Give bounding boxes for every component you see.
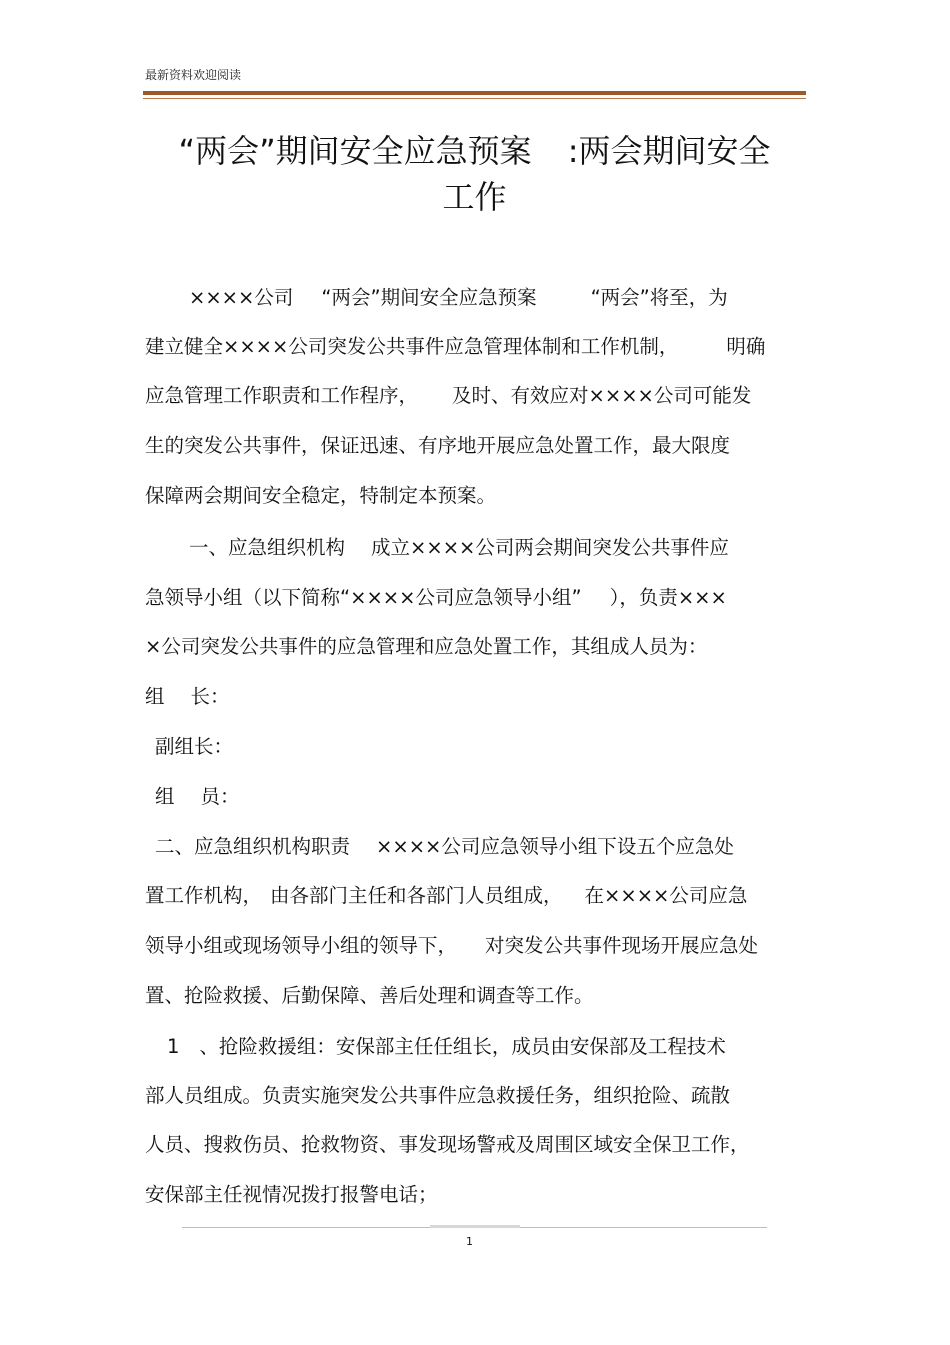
member-members: 组 员： [155,785,240,808]
body-line: 部人员组成。负责实施突发公共事件应急救援任务，组织抢险、疏散 [145,1084,731,1107]
document-title [143,128,806,220]
body-line: ×公司突发公共事件的应急管理和应急处置工作，其组成人员为： [145,635,708,658]
member-deputy: 副组长： [155,735,234,758]
page-number: 1 [466,1235,473,1248]
member-leader: 组 长： [145,685,230,708]
title-line1-part2: :两会期间安全 [567,132,771,170]
body-line: 安保部主任视情况拨打报警电话； [145,1183,438,1206]
section-heading-2: 二、应急组织机构职责 ××××公司应急领导小组下设五个应急处 [155,835,734,858]
footer-rule-accent [430,1225,520,1228]
body-line: 应急管理工作职责和工作程序， 及时、有效应对××××公司可能发 [145,384,752,407]
title-line1-part1: “两会”期间安全应急预案 [178,132,532,170]
title-line2: 工作 [442,178,507,216]
page-header-text: 最新资料欢迎阅读 [145,68,242,82]
header-rule-thick [143,91,806,95]
body-line: 急领导小组（以下简称“××××公司应急领导小组” ），负责××× [145,586,727,609]
body-line: 领导小组或现场领导小组的领导下， 对突发公共事件现场开展应急处 [145,934,759,957]
body-line: 保障两会期间安全稳定，特制定本预案。 [145,484,497,507]
body-line: ××××公司 “两会”期间安全应急预案 “两会”将至，为 [189,286,728,309]
section-heading-1: 一、应急组织机构 成立××××公司两会期间突发公共事件应 [189,536,729,559]
subsection-1: 1 、抢险救援组：安保部主任任组长，成员由安保部及工程技术 [167,1035,726,1058]
body-line: 人员、搜救伤员、抢救物资、事发现场警戒及周围区域安全保卫工作， [145,1133,750,1156]
header-rule-thin [143,98,806,99]
body-line: 建立健全××××公司突发公共事件应急管理体制和工作机制， 明确 [145,335,766,358]
body-line: 生的突发公共事件，保证迅速、有序地开展应急处置工作，最大限度 [145,434,731,457]
body-line: 置工作机构， 由各部门主任和各部门人员组成， 在××××公司应急 [145,884,748,907]
body-line: 置、抢险救援、后勤保障、善后处理和调查等工作。 [145,984,594,1007]
